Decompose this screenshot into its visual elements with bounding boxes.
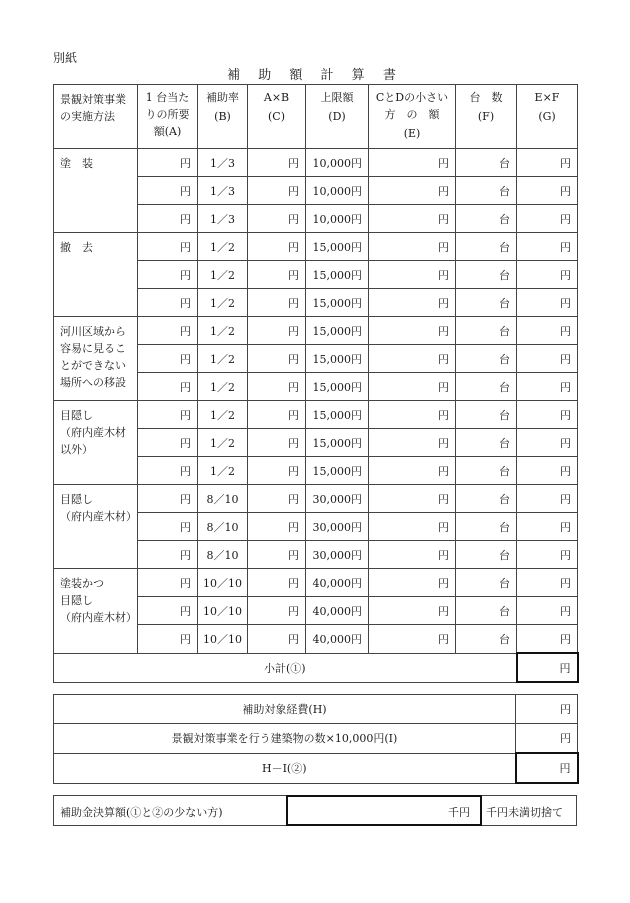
calculation-table bbox=[53, 84, 579, 683]
method-label: 目隠し bbox=[60, 409, 93, 422]
smaller-amount-field[interactable]: 円 bbox=[369, 149, 456, 177]
method-cell bbox=[54, 401, 138, 485]
limit-amount: 15,000円 bbox=[306, 457, 369, 485]
e-times-f-field[interactable]: 円 bbox=[517, 233, 578, 261]
limit-amount: 15,000円 bbox=[306, 317, 369, 345]
header-key: (E) bbox=[403, 127, 421, 140]
header-row bbox=[54, 85, 578, 149]
unit-count-field[interactable]: 台 bbox=[456, 401, 517, 429]
cost-per-unit-field[interactable]: 円 bbox=[138, 401, 198, 429]
subsidy-rate: 1／2 bbox=[198, 261, 248, 289]
header-cell bbox=[517, 85, 578, 149]
table-row bbox=[54, 233, 578, 261]
cost-per-unit-field[interactable]: 円 bbox=[138, 317, 198, 345]
header-cell bbox=[306, 85, 369, 149]
cost-per-unit-field[interactable]: 円 bbox=[138, 289, 198, 317]
smaller-amount-field[interactable]: 円 bbox=[369, 513, 456, 541]
header-cell bbox=[369, 85, 456, 149]
header-text: A×B bbox=[263, 91, 290, 104]
subsidy-rate: 1／2 bbox=[198, 289, 248, 317]
rounding-note: 千円未満切捨て bbox=[486, 806, 563, 819]
subsidy-rate: 1／2 bbox=[198, 429, 248, 457]
a-times-b-field[interactable]: 円 bbox=[248, 233, 306, 261]
expense-label: 景観対策事業を行う建築物の数×10,000円(I) bbox=[54, 724, 516, 754]
table-row bbox=[54, 753, 578, 783]
cost-per-unit-field[interactable]: 円 bbox=[138, 233, 198, 261]
smaller-amount-field[interactable]: 円 bbox=[369, 401, 456, 429]
e-times-f-field[interactable]: 円 bbox=[517, 597, 578, 625]
a-times-b-field[interactable]: 円 bbox=[248, 149, 306, 177]
cost-per-unit-field[interactable]: 円 bbox=[138, 429, 198, 457]
cost-per-unit-field[interactable]: 円 bbox=[138, 597, 198, 625]
header-cell bbox=[138, 85, 198, 149]
unit-count-field[interactable]: 台 bbox=[456, 233, 517, 261]
limit-amount: 30,000円 bbox=[306, 513, 369, 541]
unit-count-field[interactable]: 台 bbox=[456, 485, 517, 513]
table-row bbox=[54, 401, 578, 429]
subsidy-rate: 8／10 bbox=[198, 541, 248, 569]
limit-amount: 15,000円 bbox=[306, 261, 369, 289]
method-label: （府内産木材） bbox=[60, 510, 137, 523]
unit-count-field[interactable]: 台 bbox=[456, 429, 517, 457]
table-row bbox=[54, 485, 578, 513]
unit-count-field[interactable]: 台 bbox=[456, 541, 517, 569]
header-text: 景観対策事業 bbox=[60, 93, 126, 106]
method-label: 以外） bbox=[60, 443, 93, 456]
smaller-amount-field[interactable]: 円 bbox=[369, 205, 456, 233]
method-label: 塗 装 bbox=[60, 157, 93, 170]
smaller-amount-field[interactable]: 円 bbox=[369, 597, 456, 625]
table-row bbox=[54, 317, 578, 345]
limit-amount: 40,000円 bbox=[306, 569, 369, 597]
method-label: 塗装かつ bbox=[60, 577, 104, 590]
limit-amount: 15,000円 bbox=[306, 289, 369, 317]
limit-amount: 10,000円 bbox=[306, 205, 369, 233]
cost-per-unit-field[interactable]: 円 bbox=[138, 373, 198, 401]
a-times-b-field[interactable]: 円 bbox=[248, 289, 306, 317]
subsidy-rate: 1／2 bbox=[198, 233, 248, 261]
method-label: 河川区域から bbox=[60, 325, 126, 338]
e-times-f-field[interactable]: 円 bbox=[517, 177, 578, 205]
unit-count-field[interactable]: 台 bbox=[456, 177, 517, 205]
a-times-b-field[interactable]: 円 bbox=[248, 485, 306, 513]
subsidy-rate: 10／10 bbox=[198, 597, 248, 625]
limit-amount: 15,000円 bbox=[306, 345, 369, 373]
smaller-amount-field[interactable]: 円 bbox=[369, 569, 456, 597]
smaller-amount-field[interactable]: 円 bbox=[369, 317, 456, 345]
header-cell bbox=[54, 85, 138, 149]
e-times-f-field[interactable]: 円 bbox=[517, 149, 578, 177]
header-cell bbox=[456, 85, 517, 149]
page-title: 補 助 額 計 算 書 bbox=[227, 68, 403, 83]
header-text: 1 台当た bbox=[145, 91, 190, 104]
e-times-f-field[interactable]: 円 bbox=[517, 317, 578, 345]
subsidy-rate: 1／2 bbox=[198, 401, 248, 429]
a-times-b-field[interactable]: 円 bbox=[248, 373, 306, 401]
method-cell bbox=[54, 569, 138, 654]
header-text: 台 数 bbox=[469, 91, 503, 104]
subsidy-rate: 1／3 bbox=[198, 149, 248, 177]
a-times-b-field[interactable]: 円 bbox=[248, 597, 306, 625]
e-times-f-field[interactable]: 円 bbox=[517, 261, 578, 289]
header-text: りの所要 bbox=[145, 108, 190, 121]
e-times-f-field[interactable]: 円 bbox=[517, 457, 578, 485]
final-amount-unit: 千円 bbox=[448, 806, 470, 819]
unit-count-field[interactable]: 台 bbox=[456, 289, 517, 317]
header-key: (F) bbox=[477, 110, 495, 123]
a-times-b-field[interactable]: 円 bbox=[248, 261, 306, 289]
unit-count-field[interactable]: 台 bbox=[456, 513, 517, 541]
subtotal-field[interactable]: 円 bbox=[517, 653, 578, 682]
a-times-b-field[interactable]: 円 bbox=[248, 317, 306, 345]
subtotal-row bbox=[54, 653, 578, 682]
subsidy-rate: 1／2 bbox=[198, 373, 248, 401]
attachment-label: 別紙 bbox=[53, 51, 78, 65]
a-times-b-field[interactable]: 円 bbox=[248, 625, 306, 654]
expense-field[interactable]: 円 bbox=[516, 695, 578, 724]
cost-per-unit-field[interactable]: 円 bbox=[138, 569, 198, 597]
cost-per-unit-field[interactable]: 円 bbox=[138, 457, 198, 485]
subsidy-rate: 1／2 bbox=[198, 457, 248, 485]
e-times-f-field[interactable]: 円 bbox=[517, 205, 578, 233]
limit-amount: 10,000円 bbox=[306, 149, 369, 177]
limit-amount: 40,000円 bbox=[306, 597, 369, 625]
method-label: 撤 去 bbox=[60, 241, 93, 254]
header-text: 補助率 bbox=[206, 91, 239, 104]
expense-table bbox=[53, 694, 579, 784]
table-row bbox=[54, 695, 578, 724]
unit-count-field[interactable]: 台 bbox=[456, 457, 517, 485]
method-cell bbox=[54, 149, 138, 233]
header-key: (C) bbox=[268, 110, 285, 123]
table-row bbox=[54, 149, 578, 177]
a-times-b-field[interactable]: 円 bbox=[248, 177, 306, 205]
header-cell bbox=[248, 85, 306, 149]
header-text: 上限額 bbox=[320, 91, 354, 104]
subsidy-rate: 1／3 bbox=[198, 205, 248, 233]
limit-amount: 15,000円 bbox=[306, 373, 369, 401]
subsidy-rate: 1／2 bbox=[198, 345, 248, 373]
e-times-f-field[interactable]: 円 bbox=[517, 429, 578, 457]
header-key: (B) bbox=[214, 110, 231, 123]
subsidy-rate: 8／10 bbox=[198, 513, 248, 541]
smaller-amount-field[interactable]: 円 bbox=[369, 345, 456, 373]
limit-amount: 30,000円 bbox=[306, 485, 369, 513]
e-times-f-field[interactable]: 円 bbox=[517, 373, 578, 401]
a-times-b-field[interactable]: 円 bbox=[248, 541, 306, 569]
unit-count-field[interactable]: 台 bbox=[456, 597, 517, 625]
table-row bbox=[54, 724, 578, 754]
e-times-f-field[interactable]: 円 bbox=[517, 289, 578, 317]
cost-per-unit-field[interactable]: 円 bbox=[138, 205, 198, 233]
cost-per-unit-field[interactable]: 円 bbox=[138, 541, 198, 569]
e-times-f-field[interactable]: 円 bbox=[517, 625, 578, 654]
unit-count-field[interactable]: 台 bbox=[456, 205, 517, 233]
method-cell bbox=[54, 317, 138, 401]
expense-label: 補助対象経費(H) bbox=[54, 695, 516, 724]
header-key: (D) bbox=[328, 110, 346, 123]
cost-per-unit-field[interactable]: 円 bbox=[138, 345, 198, 373]
smaller-amount-field[interactable]: 円 bbox=[369, 177, 456, 205]
smaller-amount-field[interactable]: 円 bbox=[369, 289, 456, 317]
a-times-b-field[interactable]: 円 bbox=[248, 345, 306, 373]
subsidy-rate: 10／10 bbox=[198, 569, 248, 597]
unit-count-field[interactable]: 台 bbox=[456, 625, 517, 654]
a-times-b-field[interactable]: 円 bbox=[248, 513, 306, 541]
subsidy-rate: 10／10 bbox=[198, 625, 248, 654]
expense-field[interactable]: 円 bbox=[516, 724, 578, 754]
smaller-amount-field[interactable]: 円 bbox=[369, 429, 456, 457]
final-amount-row bbox=[53, 795, 577, 826]
header-cell bbox=[198, 85, 248, 149]
method-label: （府内産木材） bbox=[60, 611, 137, 624]
method-label: とができない bbox=[60, 359, 126, 372]
header-text: の実施方法 bbox=[60, 110, 115, 123]
unit-count-field[interactable]: 台 bbox=[456, 149, 517, 177]
e-times-f-field[interactable]: 円 bbox=[517, 345, 578, 373]
smaller-amount-field[interactable]: 円 bbox=[369, 625, 456, 654]
limit-amount: 40,000円 bbox=[306, 625, 369, 654]
a-times-b-field[interactable]: 円 bbox=[248, 457, 306, 485]
subtotal-label: 小計(①) bbox=[54, 653, 517, 682]
method-label: （府内産木材 bbox=[60, 426, 126, 439]
e-times-f-field[interactable]: 円 bbox=[517, 569, 578, 597]
header-key: (G) bbox=[538, 110, 556, 123]
a-times-b-field[interactable]: 円 bbox=[248, 569, 306, 597]
smaller-amount-field[interactable]: 円 bbox=[369, 233, 456, 261]
cost-per-unit-field[interactable]: 円 bbox=[138, 177, 198, 205]
cost-per-unit-field[interactable]: 円 bbox=[138, 261, 198, 289]
method-cell bbox=[54, 233, 138, 317]
cost-per-unit-field[interactable]: 円 bbox=[138, 513, 198, 541]
cost-per-unit-field[interactable]: 円 bbox=[138, 149, 198, 177]
unit-count-field[interactable]: 台 bbox=[456, 373, 517, 401]
header-text: CとDの小さい bbox=[375, 91, 449, 104]
smaller-amount-field[interactable]: 円 bbox=[369, 457, 456, 485]
header-text: 額(A) bbox=[153, 125, 182, 138]
expense-field[interactable]: 円 bbox=[516, 753, 578, 783]
limit-amount: 30,000円 bbox=[306, 541, 369, 569]
limit-amount: 15,000円 bbox=[306, 233, 369, 261]
e-times-f-field[interactable]: 円 bbox=[517, 401, 578, 429]
limit-amount: 10,000円 bbox=[306, 177, 369, 205]
expense-label: H－I(②) bbox=[54, 753, 516, 783]
e-times-f-field[interactable]: 円 bbox=[517, 541, 578, 569]
a-times-b-field[interactable]: 円 bbox=[248, 205, 306, 233]
unit-count-field[interactable]: 台 bbox=[456, 569, 517, 597]
method-label: 場所への移設 bbox=[60, 376, 126, 389]
smaller-amount-field[interactable]: 円 bbox=[369, 261, 456, 289]
limit-amount: 15,000円 bbox=[306, 429, 369, 457]
subsidy-rate: 1／3 bbox=[198, 177, 248, 205]
limit-amount: 15,000円 bbox=[306, 401, 369, 429]
subsidy-rate: 8／10 bbox=[198, 485, 248, 513]
method-label: 容易に見るこ bbox=[60, 342, 126, 355]
smaller-amount-field[interactable]: 円 bbox=[369, 541, 456, 569]
final-amount-label: 補助金決算額(①と②の少ない方) bbox=[60, 806, 223, 819]
cost-per-unit-field[interactable]: 円 bbox=[138, 485, 198, 513]
table-row bbox=[54, 569, 578, 597]
a-times-b-field[interactable]: 円 bbox=[248, 429, 306, 457]
final-amount-field[interactable] bbox=[286, 795, 482, 826]
method-label: 目隠し bbox=[60, 493, 93, 506]
e-times-f-field[interactable]: 円 bbox=[517, 485, 578, 513]
header-text: 方 の 額 bbox=[384, 108, 440, 121]
a-times-b-field[interactable]: 円 bbox=[248, 401, 306, 429]
method-cell bbox=[54, 485, 138, 569]
subsidy-rate: 1／2 bbox=[198, 317, 248, 345]
unit-count-field[interactable]: 台 bbox=[456, 345, 517, 373]
header-text: E×F bbox=[534, 91, 560, 104]
smaller-amount-field[interactable]: 円 bbox=[369, 485, 456, 513]
unit-count-field[interactable]: 台 bbox=[456, 317, 517, 345]
method-label: 目隠し bbox=[60, 594, 93, 607]
e-times-f-field[interactable]: 円 bbox=[517, 513, 578, 541]
cost-per-unit-field[interactable]: 円 bbox=[138, 625, 198, 654]
smaller-amount-field[interactable]: 円 bbox=[369, 373, 456, 401]
unit-count-field[interactable]: 台 bbox=[456, 261, 517, 289]
